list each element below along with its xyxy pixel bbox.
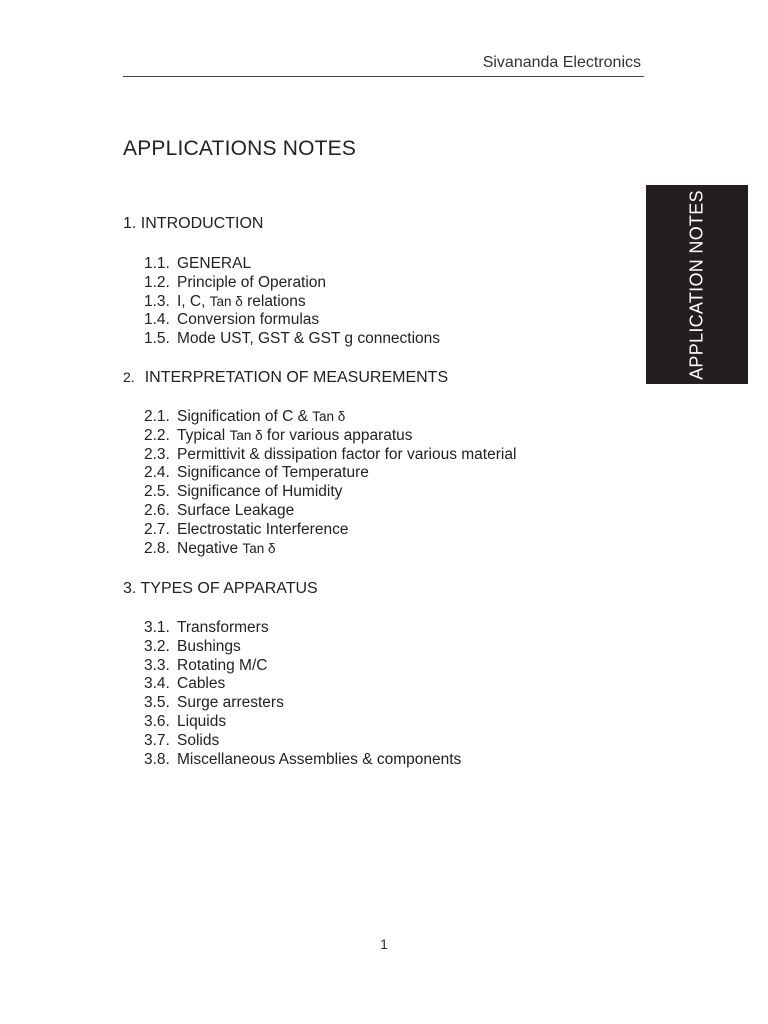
item-number: 1.5. [144,330,170,348]
item-text: Electrostatic Interference [177,520,349,538]
section-heading: INTERPRETATION OF MEASUREMENTS [144,369,449,386]
item-number: 3.3. [144,656,170,674]
item-number: 2.7. [144,520,170,538]
item-text: Miscellaneous Assemblies & components [177,750,462,768]
list-item [144,713,461,732]
item-text-pre: I, C, [177,292,210,310]
item-number: 2.1. [144,408,170,425]
item-number: 3.8. [144,750,170,768]
tan-delta: Tan δ [209,293,243,309]
list-item [144,311,440,330]
item-number: 3.4. [144,675,170,693]
page-number: 1 [380,936,388,952]
item-text-post: for various apparatus [262,426,413,444]
side-tab [646,185,748,384]
item-text: Mode UST, GST & GST g connections [177,330,441,348]
list-item [144,657,461,676]
item-text-pre: Signification of C & [177,408,313,425]
side-tab-label: APPLICATION NOTES [686,189,707,380]
item-text: Significance of Temperature [177,464,369,482]
header-divider [123,76,644,77]
item-text: Rotating M/C [177,656,268,674]
section-heading-apparatus [123,580,318,598]
item-text: Bushings [177,637,241,655]
item-text-pre: Typical [177,426,230,444]
list-item [144,675,461,694]
list-item [144,274,440,293]
tan-delta: Tan δ [229,427,263,443]
item-number: 1.4. [144,311,170,329]
item-number: 2.8. [144,539,170,557]
section-number: 1. [123,215,137,232]
list-item [144,427,516,446]
item-number: 3.7. [144,731,170,749]
list-item [144,638,461,657]
item-text: Cables [177,675,226,693]
list-item [144,540,516,559]
item-number: 1.3. [144,292,170,310]
page-title: APPLICATIONS NOTES [123,137,357,160]
list-item [144,521,516,540]
list-item [144,446,516,465]
section-list-introduction [144,255,440,349]
item-text: Principle of Operation [177,273,327,291]
item-text: Surface Leakage [177,501,295,519]
item-text: Surge arresters [177,694,284,712]
section-heading-introduction [123,215,263,233]
item-number: 3.1. [144,619,170,636]
tan-delta: Tan δ [312,409,346,424]
list-item [144,483,516,502]
list-item [144,732,461,751]
section-list-apparatus [144,619,461,769]
list-item [144,619,461,638]
item-number: 2.2. [144,426,170,444]
item-number: 3.2. [144,637,170,655]
item-text-pre: Negative [177,539,243,557]
list-item [144,502,516,521]
item-number: 2.4. [144,464,170,482]
item-number: 1.2. [144,273,170,291]
item-text: Significance of Humidity [177,483,343,501]
item-number: 2.6. [144,501,170,519]
section-heading: TYPES OF APPARATUS [140,580,318,597]
item-text: Permittivit & dissipation factor for various material [177,445,517,463]
item-text: Solids [177,731,220,749]
item-text: GENERAL [177,255,252,272]
list-item [144,694,461,713]
list-item [144,255,440,274]
section-heading-interpretation [123,369,448,387]
item-text: Liquids [177,712,227,730]
item-text-post: relations [242,292,306,310]
item-number: 1.1. [144,255,170,272]
section-list-interpretation [144,408,516,558]
item-number: 2.5. [144,483,170,501]
list-item [144,330,440,349]
item-text: Transformers [177,619,269,636]
section-heading: INTRODUCTION [140,215,264,232]
section-number: 2. [123,369,135,385]
list-item [144,408,516,427]
list-item [144,751,461,770]
item-number: 2.3. [144,445,170,463]
item-number: 3.6. [144,712,170,730]
section-number: 3. [123,580,137,597]
item-text: Conversion formulas [177,311,320,329]
item-number: 3.5. [144,694,170,712]
list-item [144,464,516,483]
header-company: Sivananda Electronics [482,54,641,71]
tan-delta: Tan δ [242,540,276,556]
list-item [144,293,440,312]
